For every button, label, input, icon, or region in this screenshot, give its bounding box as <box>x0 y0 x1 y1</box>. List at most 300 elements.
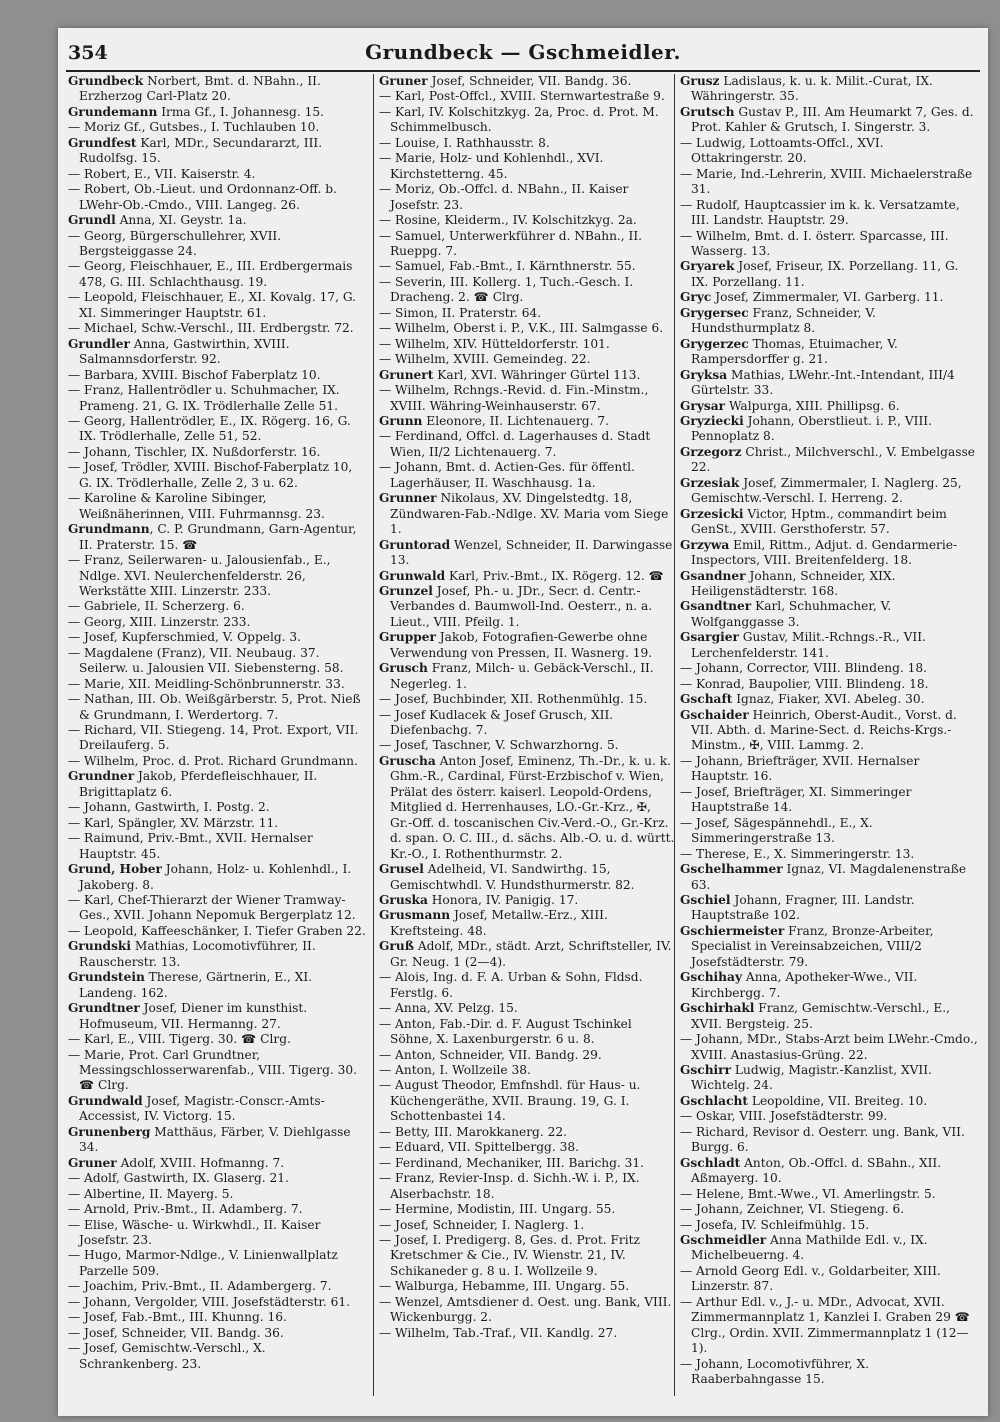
directory-entry <box>379 893 677 908</box>
entry-details: Gustav P., III. Am Heumarkt 7, Ges. d. Prot. Kahler & Grutsch, I. Singerstr. 3. <box>691 104 974 135</box>
entry-details: — Hugo, Marmor-Ndlge., V. Linienwallplatz Parzelle 509. <box>68 1248 338 1278</box>
directory-entry <box>680 708 978 754</box>
entry-surname: Gruska <box>379 893 428 908</box>
entry-surname: Grzesiak <box>680 475 740 490</box>
directory-entry <box>68 1032 366 1047</box>
entry-details: Victor, Hptm., commandirt beim GenSt., XVIII. Gersthoferstr. 57. <box>691 506 947 537</box>
directory-entry <box>68 769 366 800</box>
entry-details: Franz, Bronze-Arbeiter, Specialist in Vereinsabzeichen, VIII/2 Josefstädterstr. 79. <box>691 923 934 969</box>
directory-entry <box>68 754 366 769</box>
entry-details: — Samuel, Fab.-Bmt., I. Kärnthnerstr. 55. <box>379 259 636 274</box>
entry-details: — Michael, Schw.-Verschl., III. Erdbergstr. 72. <box>68 321 354 336</box>
directory-entry <box>379 1295 677 1326</box>
directory-entry <box>68 229 366 260</box>
directory-entry <box>379 862 677 893</box>
entry-surname: Gryarek <box>680 259 735 274</box>
entry-details: Anna Mathilde Edl. v., IX. Michelbeuerng. 4. <box>691 1232 928 1263</box>
entry-surname: Grundwald <box>68 1093 143 1108</box>
directory-entry <box>68 167 366 182</box>
entry-details: Heinrich, Oberst-Audit., Vorst. d. VII. Abth. d. Marine-Sect. d. Reichs-Krgs.-Minstm., ✠, VIII. Lammg. 2. <box>691 707 957 753</box>
directory-entry <box>379 1233 677 1279</box>
entry-surname: Gschaider <box>680 707 749 722</box>
entry-details: — Marie, Holz- und Kohlenhdl., XVI. Kirchstetterng. 45. <box>379 151 604 181</box>
entry-details: — Johann, Vergolder, VIII. Josefstädterstr. 61. <box>68 1294 350 1309</box>
entry-details: Anton, Ob.-Offcl. d. SBahn., XII. Aßmayerg. 10. <box>691 1155 942 1186</box>
entry-surname: Grunn <box>379 413 423 428</box>
page-number: 354 <box>68 42 108 64</box>
entry-details: Gustav, Milit.-Rchngs.-R., VII. Lerchenfelderstr. 141. <box>691 630 926 660</box>
entry-details: — Karl, E., VIII. Tigerg. 30. ☎ Clrg. <box>68 1032 291 1047</box>
entry-surname: Gschelhammer <box>680 862 783 877</box>
directory-entry <box>680 105 978 136</box>
page-header <box>68 40 978 70</box>
directory-entry <box>68 321 366 336</box>
directory-entry <box>379 414 677 429</box>
entry-details: — Moriz, Ob.-Offcl. d. NBahn., II. Kaiser Josefstr. 23. <box>379 182 629 212</box>
directory-entry <box>68 491 366 522</box>
directory-entry <box>379 1078 677 1124</box>
entry-details: — Josef, Schneider, I. Naglerg. 1. <box>379 1217 585 1232</box>
entry-details: — Gabriele, II. Scherzerg. 6. <box>68 599 245 614</box>
directory-entry <box>680 1109 978 1124</box>
entry-details: — Johann, Locomotivführer, X. Raaberbahngasse 15. <box>680 1356 870 1387</box>
entry-details: — Elise, Wäsche- u. Wirkwhdl., II. Kaiser Josefstr. 23. <box>68 1217 321 1247</box>
entry-surname: Gsandtner <box>680 599 752 614</box>
directory-entry <box>379 275 677 306</box>
entry-details: — Konrad, Baupolier, VIII. Blindeng. 18. <box>680 676 929 691</box>
directory-entry <box>68 723 366 754</box>
entry-details: Nikolaus, XV. Dingelstedtg. 18, Zündwaren-Fab.-Ndlge. XV. Maria vom Siege 1. <box>390 491 669 537</box>
entry-details: — Raimund, Priv.-Bmt., XVII. Hernalser Hauptstr. 45. <box>68 831 313 861</box>
directory-entry <box>680 1094 978 1109</box>
entry-details: — Josef, Sägespännehdl., E., X. Simmeringerstraße 13. <box>680 815 873 846</box>
entry-details: Eleonore, II. Lichtenauerg. 7. <box>422 413 609 428</box>
directory-entry <box>680 368 978 399</box>
entry-details: — Marie, Prot. Carl Grundtner, Messingschlosserwarenfab., VIII. Tigerg. 30. ☎ Clrg. <box>68 1047 358 1093</box>
entry-details: — Wilhelm, XIV. Hütteldorferstr. 101. <box>379 336 610 351</box>
entry-surname: Grusmann <box>379 908 451 923</box>
directory-entry <box>379 89 677 104</box>
directory-entry <box>379 569 677 584</box>
directory-entry <box>68 939 366 970</box>
directory-entry <box>68 1187 366 1202</box>
entry-details: Adolf, MDr., städt. Arzt, Schriftsteller, IV. Gr. Neug. 1 (2—4). <box>390 939 672 969</box>
directory-entry <box>68 1171 366 1186</box>
entry-details: — Ferdinand, Offcl. d. Lagerhauses d. Stadt Wien, II/2 Lichtenauerg. 7. <box>379 429 651 459</box>
directory-entry <box>68 599 366 614</box>
header-rule <box>66 70 980 72</box>
directory-entry <box>68 893 366 924</box>
directory-entry <box>379 1279 677 1294</box>
directory-entry <box>68 970 366 1001</box>
entry-details: — Johann, Tischler, IX. Nußdorferstr. 16. <box>68 444 321 459</box>
entry-details: Anna, XI. Geystr. 1a. <box>115 213 247 228</box>
entry-details: Walpurga, XIII. Phillipsg. 6. <box>725 398 900 413</box>
directory-entry <box>379 908 677 939</box>
entry-details: — Josefa, IV. Schleifmühlg. 15. <box>680 1217 870 1232</box>
directory-entry <box>680 1063 978 1094</box>
entry-details: — Johann, Corrector, VIII. Blindeng. 18. <box>680 661 928 676</box>
entry-details: — Karl, Chef-Thierarzt der Wiener Tramway-Ges., XVII. Johann Nepomuk Bergerplatz 12. <box>68 893 356 923</box>
entry-details: — Richard, Revisor d. Oesterr. ung. Bank, VII. Burgg. 6. <box>680 1124 965 1155</box>
directory-entry <box>68 1218 366 1249</box>
entry-details: — Josef, Taschner, V. Schwarzhorng. 5. <box>379 738 619 753</box>
entry-details: Christ., Milchverschl., V. Embelgasse 22. <box>691 444 975 475</box>
directory-entry <box>379 1048 677 1063</box>
entry-surname: Grundstein <box>68 970 145 985</box>
directory-entry <box>379 491 677 537</box>
entry-details: — Alois, Ing. d. F. A. Urban & Sohn, Fldsd. Ferstlg. 6. <box>379 970 643 1000</box>
directory-entry <box>680 862 978 893</box>
entry-details: — Anton, I. Wollzeile 38. <box>379 1063 531 1077</box>
directory-entry <box>68 862 366 893</box>
entry-surname: Grundmann <box>68 522 150 537</box>
entry-details: Karl, Priv.-Bmt., IX. Rögerg. 12. ☎ <box>445 568 664 583</box>
directory-entry <box>68 136 366 167</box>
directory-entry <box>379 1326 677 1341</box>
entry-surname: Gryksa <box>680 367 728 382</box>
entry-details: — Leopold, Fleischhauer, E., XI. Kovalg. 17, G. XI. Simmeringer Hauptstr. 61. <box>68 290 356 320</box>
directory-entry <box>379 1017 677 1048</box>
entry-details: — Arnold, Priv.-Bmt., II. Adamberg. 7. <box>68 1202 303 1217</box>
entry-details: — Anna, XV. Pelzg. 15. <box>379 1001 518 1016</box>
directory-entry <box>379 321 677 336</box>
directory-entry <box>680 677 978 692</box>
directory-entry <box>680 1156 978 1187</box>
entry-details: — Josef, Fab.-Bmt., III. Khunng. 16. <box>68 1310 287 1325</box>
directory-entry <box>68 368 366 383</box>
entry-surname: Grutsch <box>680 104 735 119</box>
entry-details: — Ferdinand, Mechaniker, III. Barichg. 31. <box>379 1155 645 1170</box>
entry-details: Anna, Gastwirthin, XVIII. Salmannsdorferstr. 92. <box>79 336 290 367</box>
entry-details: Josef, Diener im kunsthist. Hofmuseum, VII. Hermanng. 27. <box>79 1001 308 1031</box>
directory-entry <box>379 738 677 753</box>
directory-entry <box>379 754 677 862</box>
directory-entry <box>680 1233 978 1264</box>
directory-entry <box>379 939 677 970</box>
column-2 <box>379 74 677 1341</box>
entry-details: — Wilhelm, Proc. d. Prot. Richard Grundmann. <box>68 753 358 768</box>
column-1 <box>68 74 366 1372</box>
entry-surname: Gryc <box>680 290 712 305</box>
directory-entry <box>680 198 978 229</box>
entry-details: — Adolf, Gastwirth, IX. Glaserg. 21. <box>68 1171 289 1186</box>
running-head: Grundbeck — Gschmeidler. <box>365 40 681 64</box>
entry-details: — Helene, Bmt.-Wwe., VI. Amerlingstr. 5. <box>680 1186 936 1201</box>
directory-entry <box>68 800 366 815</box>
directory-entry <box>680 1187 978 1202</box>
directory-entry <box>68 383 366 414</box>
directory-entry <box>68 290 366 321</box>
directory-entry <box>680 290 978 305</box>
entry-details: — Franz, Seilerwaren- u. Jalousienfab., E., Ndlge. XVI. Neulerchenfelderstr. 26, Werkstätte XIII. Linzerstr. 233. <box>68 553 331 598</box>
directory-entry <box>379 337 677 352</box>
directory-entry <box>379 1125 677 1140</box>
directory-entry <box>68 1326 366 1341</box>
directory-entry <box>680 754 978 785</box>
directory-entry <box>680 1295 978 1357</box>
entry-details: Anna, Apotheker-Wwe., VII. Kirchbergg. 7. <box>691 970 918 1000</box>
directory-entry <box>68 816 366 831</box>
entry-details: Adelheid, VI. Sandwirthg. 15, Gemischtwhdl. V. Hundsthurmerstr. 82. <box>390 862 635 892</box>
entry-details: Ignaz, VI. Magdalenenstraße 63. <box>691 862 967 892</box>
entry-details: Johann, Schneider, XIX. Heiligenstädterstr. 168. <box>691 568 896 598</box>
directory-entry <box>680 1218 978 1233</box>
entry-surname: Gruner <box>379 74 428 88</box>
directory-entry <box>680 507 978 538</box>
entry-details: — Simon, II. Praterstr. 64. <box>379 305 542 320</box>
entry-surname: Grzywa <box>680 537 730 552</box>
directory-entry <box>680 1125 978 1156</box>
entry-details: Josef, Zimmermaler, I. Naglerg. 25, Gemischtw.-Verschl. I. Herreng. 2. <box>691 475 962 506</box>
entry-details: — Josef, Briefträger, XI. Simmeringer Hauptstraße 14. <box>680 784 912 815</box>
directory-entry <box>68 1248 366 1279</box>
directory-entry <box>68 182 366 213</box>
entry-details: — Joachim, Priv.-Bmt., II. Adambergerg. 7. <box>68 1279 332 1294</box>
directory-entry <box>379 105 677 136</box>
column-divider <box>373 74 374 1396</box>
directory-entry <box>68 1048 366 1094</box>
directory-entry <box>680 306 978 337</box>
directory-entry <box>68 630 366 645</box>
entry-surname: Grund, Hober <box>68 862 162 877</box>
entry-surname: Gryziecki <box>680 413 744 428</box>
entry-details: Johann, Holz- u. Kohlenhdl., I. Jakoberg. 8. <box>79 862 352 892</box>
directory-entry <box>680 414 978 445</box>
entry-details: — Moriz Gf., Gutsbes., I. Tuchlauben 10. <box>68 120 320 135</box>
directory-entry <box>68 1125 366 1156</box>
entry-details: — Louise, I. Rathhausstr. 8. <box>379 135 550 150</box>
entry-surname: Grzesicki <box>680 506 744 521</box>
entry-surname: Grunzel <box>379 583 433 598</box>
entry-details: — Johann, Gastwirth, I. Postg. 2. <box>68 800 270 815</box>
entry-surname: Grundl <box>68 213 116 228</box>
entry-details: — Albertine, II. Mayerg. 5. <box>68 1186 234 1201</box>
directory-page <box>58 28 988 1416</box>
entry-surname: Gschiel <box>680 893 731 908</box>
directory-entry <box>379 229 677 260</box>
entry-details: — Barbara, XVIII. Bischof Faberplatz 10. <box>68 367 321 382</box>
entry-surname: Gsargier <box>680 630 739 645</box>
entry-details: — Wilhelm, Oberst i. P., V.K., III. Salmgasse 6. <box>379 321 664 336</box>
entry-details: — Oskar, VIII. Josefstädterstr. 99. <box>680 1109 888 1124</box>
entry-details: — Rudolf, Hauptcassier im k. k. Versatzamte, III. Landstr. Hauptstr. 29. <box>680 197 960 228</box>
entry-details: Josef, Zimmermaler, VI. Garberg. 11. <box>711 290 944 305</box>
entry-details: — August Theodor, Emfnshdl. für Haus- u. Küchengeräthe, XVII. Braung. 19, G. I. Schottenbastei 14. <box>379 1078 641 1124</box>
directory-entry <box>379 352 677 367</box>
entry-details: — Karoline & Karoline Sibinger, Weißnäherinnen, VIII. Fuhrmannsg. 23. <box>68 491 325 521</box>
directory-entry <box>68 74 366 105</box>
entry-details: — Franz, Revier-Insp. d. Sichh.-W. i. P., IX. Alserbachstr. 18. <box>379 1171 640 1201</box>
entry-details: Norbert, Bmt. d. NBahn., II. Erzherzog Carl-Platz 20. <box>79 74 321 104</box>
entry-details: — Georg, Bürgerschullehrer, XVII. Bergsteiggasse 24. <box>68 228 282 258</box>
directory-entry <box>379 661 677 692</box>
directory-entry <box>379 970 677 1001</box>
entry-details: — Georg, Hallentrödler, E., IX. Rögerg. 16, G. IX. Trödlerhalle, Zelle 51, 52. <box>68 413 351 444</box>
directory-entry <box>680 1032 978 1063</box>
entry-surname: Grundemann <box>68 104 158 119</box>
directory-entry <box>379 74 677 89</box>
entry-details: Karl, XVI. Währinger Gürtel 113. <box>433 367 641 382</box>
entry-surname: Grusz <box>680 74 720 88</box>
directory-entry <box>68 615 366 630</box>
directory-entry <box>379 1202 677 1217</box>
directory-entry <box>379 1218 677 1233</box>
entry-details: — Karl, Spängler, XV. Märzstr. 11. <box>68 815 279 830</box>
directory-entry <box>379 213 677 228</box>
entry-surname: Gschladt <box>680 1155 741 1170</box>
directory-entry <box>680 337 978 368</box>
directory-entry <box>379 460 677 491</box>
directory-entry <box>68 337 366 368</box>
entry-details: — Marie, XII. Meidling-Schönbrunnerstr. 33. <box>68 676 345 691</box>
entry-surname: Grzegorz <box>680 444 742 459</box>
directory-entry <box>680 538 978 569</box>
directory-entry <box>68 105 366 120</box>
directory-entry <box>68 1202 366 1217</box>
directory-entry <box>68 553 366 599</box>
entry-details: — Georg, XIII. Linzerstr. 233. <box>68 614 251 629</box>
entry-details: — Anton, Fab.-Dir. d. F. August Tschinkel Söhne, X. Laxenburgerstr. 6 u. 8. <box>379 1016 632 1047</box>
entry-details: — Wenzel, Amtsdiener d. Oest. ung. Bank, VIII. Wickenburgg. 2. <box>379 1294 672 1325</box>
directory-entry <box>68 924 366 939</box>
entry-details: — Marie, Ind.-Lehrerin, XVIII. Michaelerstraße 31. <box>680 166 973 197</box>
directory-entry <box>680 1001 978 1032</box>
directory-entry <box>680 970 978 1001</box>
directory-entry <box>680 692 978 707</box>
entry-details: — Franz, Hallentrödler u. Schuhmacher, IX. Prameng. 21, G. IX. Trödlerhalle Zelle 51. <box>68 383 340 413</box>
directory-entry <box>68 1279 366 1294</box>
directory-entry <box>379 1001 677 1016</box>
directory-entry <box>379 1140 677 1155</box>
directory-entry <box>68 677 366 692</box>
directory-entry <box>68 646 366 677</box>
directory-entry <box>680 259 978 290</box>
entry-surname: Grundbeck <box>68 74 144 88</box>
entry-surname: Gschmeidler <box>680 1232 767 1247</box>
entry-details: — Arnold Georg Edl. v., Goldarbeiter, XIII. Linzerstr. 87. <box>680 1263 941 1294</box>
entry-details: Franz, Milch- u. Gebäck-Verschl., II. Negerleg. 1. <box>390 661 654 691</box>
entry-surname: Gschaft <box>680 692 733 707</box>
entry-details: Thomas, Etuimacher, V. Rampersdorffer g. 21. <box>691 336 898 367</box>
directory-entry <box>68 1341 366 1372</box>
entry-surname: Grunert <box>379 367 434 382</box>
entry-details: — Josef, Gemischtw.-Verschl., X. Schrankenberg. 23. <box>68 1341 266 1371</box>
entry-surname: Gruntorad <box>379 537 451 552</box>
entry-details: — Wilhelm, Tab.-Traf., VII. Kandlg. 27. <box>379 1325 618 1340</box>
entry-surname: Grunenberg <box>68 1124 151 1139</box>
directory-entry <box>680 599 978 630</box>
directory-entry <box>680 445 978 476</box>
entry-details: Honora, IV. Panigig. 17. <box>427 893 579 908</box>
column-3 <box>680 74 978 1388</box>
directory-entry <box>379 538 677 569</box>
directory-entry <box>680 816 978 847</box>
directory-entry <box>68 259 366 290</box>
entry-surname: Grysar <box>680 398 726 413</box>
entry-details: — Georg, Fleischhauer, E., III. Erdbergermais 478, G. III. Schlachthausg. 19. <box>68 259 353 289</box>
directory-entry <box>680 136 978 167</box>
directory-entry <box>680 476 978 507</box>
entry-surname: Grusch <box>379 661 428 676</box>
entry-details: — Leopold, Kaffeeschänker, I. Tiefer Graben 22. <box>68 923 366 938</box>
directory-entry <box>68 414 366 445</box>
entry-details: — Walburga, Hebamme, III. Ungarg. 55. <box>379 1279 630 1294</box>
entry-details: Karl, MDr., Secundararzt, III. Rudolfsg. 15. <box>79 135 323 166</box>
entry-surname: Gschihay <box>680 970 743 985</box>
entry-surname: Gruscha <box>379 753 436 768</box>
entry-surname: Gschlacht <box>680 1093 748 1108</box>
directory-entry <box>379 136 677 151</box>
entry-surname: Grundtner <box>68 1001 140 1016</box>
entry-surname: Grygerzec <box>680 336 749 351</box>
entry-details: — Josef Kudlacek & Josef Grusch, XII. Diefenbachg. 7. <box>379 707 614 738</box>
directory-entry <box>680 1357 978 1388</box>
entry-details: — Robert, E., VII. Kaiserstr. 4. <box>68 166 256 181</box>
entry-details: — Johann, Bmt. d. Actien-Ges. für öffentl. Lagerhäuser, II. Waschhausg. 1a. <box>379 460 635 490</box>
entry-details: Mathias, LWehr.-Int.-Intendant, III/4 Gürtelstr. 33. <box>691 367 955 398</box>
entry-details: Emil, Rittm., Adjut. d. Gendarmerie-Inspectors, VIII. Breitenfelderg. 18. <box>691 537 958 568</box>
entry-details: — Nathan, III. Ob. Weißgärberstr. 5, Prot. Nieß & Grundmann, I. Werdertorg. 7. <box>68 692 361 722</box>
entry-surname: Grundfest <box>68 135 137 150</box>
directory-entry <box>68 692 366 723</box>
directory-entry <box>379 1171 677 1202</box>
entry-surname: Gschiermeister <box>680 923 785 938</box>
directory-entry <box>68 1156 366 1171</box>
entry-details: Anton Josef, Eminenz, Th.-Dr., k. u. k. Ghm.-R., Cardinal, Fürst-Erzbischof v. Wien, Prälat des österr. kaiserl. Leopold-Ordens, Mitglied d. Herrenhauses, LO.-Gr.-Krz., ✠, Gr.-Off. d. toscanischen Civ.-Verd.-O., Gr.-Krz. d. span. O. C. III., d. sächs. Alb.-O. u. d. württ. Kr.-O., I. Rothenthurmstr. 2. <box>390 753 675 861</box>
directory-entry <box>680 630 978 661</box>
entry-details: — Johann, MDr., Stabs-Arzt beim LWehr.-Cmdo., XVIII. Anastasius-Grüng. 22. <box>680 1032 978 1062</box>
entry-surname: Gsandner <box>680 568 746 583</box>
directory-entry <box>379 429 677 460</box>
directory-entry <box>379 306 677 321</box>
entry-details: — Eduard, VII. Spittelbergg. 38. <box>379 1140 579 1155</box>
entry-details: — Josef, Trödler, XVIII. Bischof-Faberplatz 10, G. IX. Trödlerhalle, Zelle 2, 3 u. 62. <box>68 460 353 490</box>
entry-details: Jakob, Fotografien-Gewerbe ohne Verwendung von Pressen, II. Wasnerg. 19. <box>390 630 653 660</box>
entry-details: — Samuel, Unterwerkführer d. NBahn., II. Rueppg. 7. <box>379 228 643 258</box>
directory-entry <box>68 1094 366 1125</box>
entry-details: Josef, Friseur, IX. Porzellang. 11, G. IX. Porzellang. 11. <box>691 259 959 289</box>
entry-surname: Grundner <box>68 769 135 784</box>
entry-details: — Robert, Ob.-Lieut. und Ordonnanz-Off. b. LWehr-Ob.-Cmdo., VIII. Langeg. 26. <box>68 182 337 212</box>
entry-surname: Gschirr <box>680 1063 732 1077</box>
directory-entry <box>68 831 366 862</box>
entry-details: Jakob, Pferdefleischhauer, II. Brigittaplatz 6. <box>79 769 318 799</box>
entry-details: Josef, Magistr.-Conscr.-Amts-Accessist, IV. Victorg. 15. <box>79 1093 325 1124</box>
directory-entry <box>379 584 677 630</box>
entry-details: Leopoldine, VII. Breiteg. 10. <box>748 1093 928 1108</box>
entry-details: — Magdalene (Franz), VII. Neubaug. 37. Seilerw. u. Jalousien VII. Siebensterng. 58. <box>68 645 344 676</box>
entry-surname: Gruß <box>379 939 414 954</box>
entry-details: — Karl, Post-Offcl., XVIII. Sternwartestraße 9. <box>379 89 665 104</box>
entry-details: Johann, Fragner, III. Landstr. Hauptstraße 102. <box>691 893 915 923</box>
directory-entry <box>379 259 677 274</box>
entry-details: Ludwig, Magistr.-Kanzlist, XVII. Wichtelg. 24. <box>691 1063 932 1093</box>
directory-entry <box>680 1264 978 1295</box>
directory-entry <box>68 1001 366 1032</box>
entry-details: Matthäus, Färber, V. Diehlgasse 34. <box>79 1124 351 1155</box>
entry-details: Ignaz, Fiaker, XVI. Abeleg. 30. <box>732 692 925 707</box>
entry-details: Josef, Schneider, VII. Bandg. 36. <box>427 74 632 88</box>
entry-details: , C. P. Grundmann, Garn-Agentur, II. Praterstr. 15. ☎ <box>79 522 357 552</box>
directory-entry <box>379 1063 677 1078</box>
entry-details: — Wilhelm, Rchngs.-Revid. d. Fin.-Minstm., XVIII. Währing-Weinhauserstr. 67. <box>379 383 649 413</box>
directory-entry <box>68 445 366 460</box>
entry-surname: Grundski <box>68 939 132 954</box>
directory-entry <box>379 383 677 414</box>
directory-entry <box>680 893 978 924</box>
column-divider <box>674 74 675 1396</box>
